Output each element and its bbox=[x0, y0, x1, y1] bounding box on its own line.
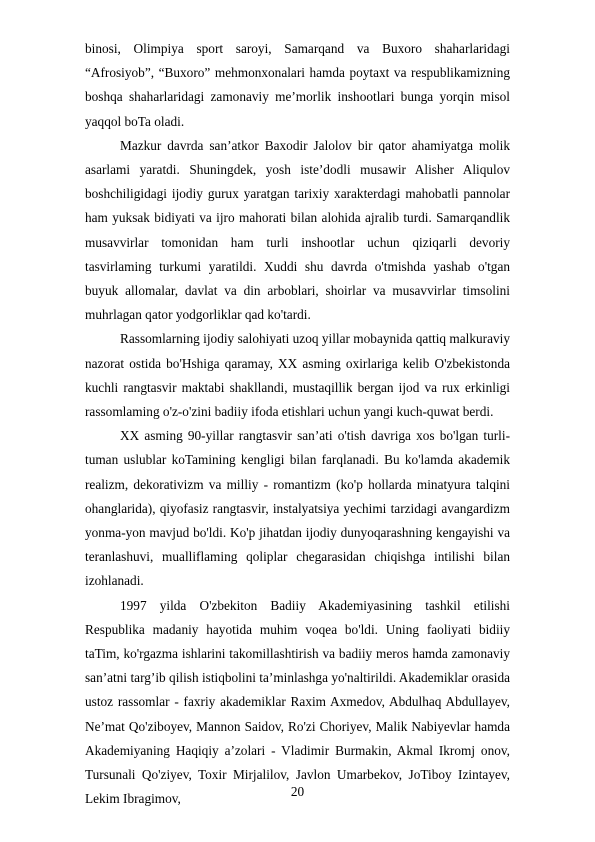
body-text bbox=[85, 37, 510, 812]
paragraph-2: Mazkur davrda san’atkor Baxodir Jalolov bir qator ahamiyatga molik asarlami yaratdi. Shuningdek, yosh iste’dodli musawir Alisher Aliqulov boshchiligidagi ijodiy gurux yaratgan tarixiy xarakterdagi mahobatli pannolar ham yuksak bidiyati va ijro mahorati bilan alohida ajralib turdi. Samarqandlik musavvirlar tomonidan ham turli inshootlar uchun qiziqarli devoriy tasvirlaming turkumi yaratildi. Xuddi shu davrda o'tmishda yashab o'tgan buyuk allomalar, davlat va din arboblari, shoirlar va musavvirlar timsolini muhrlagan qator yodgorliklar qad ko'tardi. bbox=[85, 137, 510, 323]
paragraph-5: 1997 yilda O'zbekiton Badiiy Akademiyasining tashkil etilishi Respublika madaniy hayotida muhim voqea bo'ldi. Uning faoliyati bidiiy taTim, ko'rgazma ishlarini takomillashtirish va badiiy meros hamda zamonaviy san’atni targ’ib qilish istiqbolini ta’minlashga yo'naltirildi. Akademiklar orasida ustoz rassomlar - faxriy akademiklar Raxim Axmedov, Abdulhaq Abdullayev, Ne’mat Qo'ziboyev, Mannon Saidov, Ro'zi Choriyev, Malik Nabiyevlar hamda Akademiyaning Haqiqiy a’zolari - Vladimir Burmakin, Akmal Ikromj onov, Tursunali Qo'ziyev, Toxir Mirjalilov, Javlon Umarbekov, JoTiboy Izintayev, Lekim Ibragimov, bbox=[85, 597, 510, 807]
paragraph-4: XX asming 90-yillar rangtasvir san’ati o'tish davriga xos bo'lgan turli- tuman uslublar koTamining kengligi bilan farqlanadi. Bu ko'lamda akademik realizm, dekorativizm va milliy - romantizm (ko'p hollarda minatyura talqini ohanglarida), qiyofasiz rangtasvir, instalyatsiya yechimi tarzidagi avangardizm yonma-yon mavjud bo'ldi. Ko'p jihatdan ijodiy dunyoqarashning kengayishi va teranlashuvi, mualliflaming qoliplar chegarasidan chiqishga intilishi bilan izohlanadi. bbox=[85, 428, 510, 589]
page-number: 20 bbox=[290, 784, 305, 799]
paragraph-1: binosi, Olimpiya sport saroyi, Samarqand va Buxoro shaharlaridagi “Afrosiyob”, “Buxoro” mehmonxonalari hamda poytaxt va respublikamizning boshqa shaharlaridagi zamonaviy me’morlik inshootlari bunga yorqin misol yaqqol boTa oladi. bbox=[85, 41, 510, 129]
paragraph-3: Rassomlarning ijodiy salohiyati uzoq yillar mobaynida qattiq malkuraviy nazorat ostida bo'Hshiga qaramay, XX asming oxirlariga kelib O'zbekistonda kuchli rangtasvir maktabi shakllandi, mustaqillik bergan ijod va rux erkinligi rassomlaming o'z-o'zini badiiy ifoda etishlari uchun yangi kuch-quwat berdi. bbox=[85, 331, 510, 420]
